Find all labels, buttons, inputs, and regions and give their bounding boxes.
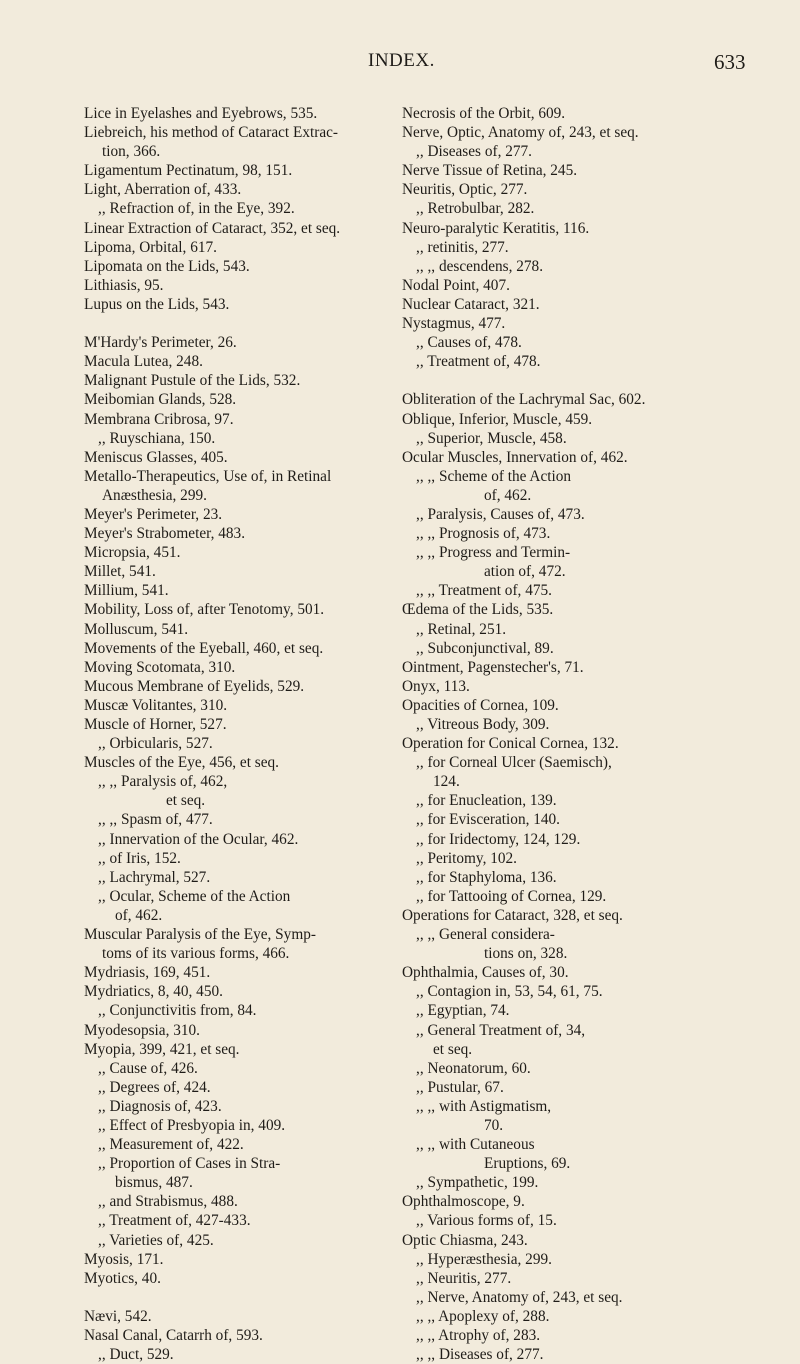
index-entry: Myotics, 40. <box>84 1269 161 1287</box>
page-header <box>0 50 800 80</box>
index-entry: Nerve, Optic, Anatomy of, 243, et seq. <box>402 124 639 142</box>
index-entry: ,, for Tattooing of Cornea, 129. <box>416 887 607 905</box>
index-entry: Membrana Cribrosa, 97. <box>84 410 234 428</box>
index-entry: ,, ,, Prognosis of, 473. <box>416 525 551 543</box>
index-entry: ,, Neuritis, 277. <box>416 1269 512 1287</box>
index-entry: ,, for Iridectomy, 124, 129. <box>416 830 581 848</box>
index-entry: ,, for Evisceration, 140. <box>416 811 561 829</box>
index-entry: ,, for Corneal Ulcer (Saemisch), <box>416 754 612 772</box>
index-entry: ,, Varieties of, 425. <box>98 1231 214 1249</box>
index-entry: Nerve Tissue of Retina, 245. <box>402 162 578 180</box>
index-entry: ,, Effect of Presbyopia in, 409. <box>98 1116 286 1134</box>
index-entry: Meyer's Strabometer, 483. <box>84 525 246 543</box>
index-entry: ,, for Staphyloma, 136. <box>416 868 557 886</box>
index-entry: of, 462. <box>115 906 163 924</box>
index-entry: Myosis, 171. <box>84 1250 164 1268</box>
index-entry: 124. <box>433 773 460 791</box>
index-entry: ,, Lachrymal, 527. <box>98 868 211 886</box>
index-entry: Ligamentum Pectinatum, 98, 151. <box>84 162 293 180</box>
index-entry: ,, Treatment of, 478. <box>416 353 541 371</box>
index-entry: Necrosis of the Orbit, 609. <box>402 105 566 122</box>
index-entry: Moving Scotomata, 310. <box>84 658 236 676</box>
index-entry: Onyx, 113. <box>402 677 470 695</box>
index-entry: ,, Ocular, Scheme of the Action <box>98 887 291 905</box>
index-entry: ,, Treatment of, 427-433. <box>98 1212 251 1230</box>
index-entry: Neuro-paralytic Keratitis, 116. <box>402 219 590 237</box>
index-entry: Linear Extraction of Cataract, 352, et seq. <box>84 219 341 237</box>
index-entry: ,, Retinal, 251. <box>416 620 507 638</box>
index-entry: ,, Neonatorum, 60. <box>416 1059 531 1077</box>
index-entry: ,, Various forms of, 15. <box>416 1212 557 1230</box>
index-entry: Mydriatics, 8, 40, 450. <box>84 983 223 1001</box>
index-entry: Liebreich, his method of Cataract Extrac- <box>84 124 338 142</box>
index-entry: Ocular Muscles, Innervation of, 462. <box>402 448 628 466</box>
index-entry: Millet, 541. <box>84 563 156 581</box>
index-entry: et seq. <box>166 792 206 810</box>
index-entry: ,, ,, Treatment of, 475. <box>416 582 552 600</box>
section-gap <box>84 1288 390 1307</box>
index-entry: ,, Conjunctivitis from, 84. <box>98 1002 257 1020</box>
index-entry: ,, Paralysis, Causes of, 473. <box>416 505 585 523</box>
index-entry: tions on, 328. <box>484 945 568 963</box>
index-entry: Obliteration of the Lachrymal Sac, 602. <box>402 391 646 409</box>
index-entry: ,, ,, General considera- <box>416 926 555 944</box>
index-entry: ,, Diseases of, 277. <box>416 143 532 161</box>
index-entry: Nuclear Cataract, 321. <box>402 295 540 313</box>
index-entry: Mydriasis, 169, 451. <box>84 964 211 982</box>
index-entry: ,, ,, with Astigmatism, <box>416 1097 552 1115</box>
index-entry: ,, Refraction of, in the Eye, 392. <box>98 200 295 218</box>
index-entry: Opacities of Cornea, 109. <box>402 696 559 714</box>
index-entry: Meyer's Perimeter, 23. <box>84 505 223 523</box>
page-number: 633 <box>714 50 746 74</box>
index-entry: ,, Innervation of the Ocular, 462. <box>98 830 299 848</box>
index-entry: ,, Measurement of, 422. <box>98 1136 244 1154</box>
index-entry: Ointment, Pagenstecher's, 71. <box>402 658 584 676</box>
index-entry: Mucous Membrane of Eyelids, 529. <box>84 677 305 695</box>
index-entry: ,, Egyptian, 74. <box>416 1002 510 1020</box>
index-entry: Muscles of the Eye, 456, et seq. <box>84 754 279 772</box>
index-entry: ,, Superior, Muscle, 458. <box>416 429 567 447</box>
index-entry: ,, ,, Progress and Termin- <box>416 544 571 562</box>
index-entry: Nævi, 542. <box>84 1307 152 1325</box>
index-entry: Lupus on the Lids, 543. <box>84 295 230 313</box>
index-entry: ,, ,, Atrophy of, 283. <box>416 1327 541 1344</box>
index-entry: Lipoma, Orbital, 617. <box>84 238 217 256</box>
index-entry: Anæsthesia, 299. <box>102 486 207 504</box>
index-entry: Meniscus Glasses, 405. <box>84 448 228 466</box>
index-entry: Neuritis, Optic, 277. <box>402 181 528 199</box>
index-entry: ation of, 472. <box>484 563 566 581</box>
index-entry: ,, Sympathetic, 199. <box>416 1174 539 1192</box>
section-gap <box>84 314 390 333</box>
index-entry: ,, Peritomy, 102. <box>416 849 517 867</box>
index-entry: ,, ,, Paralysis of, 462, <box>98 773 228 791</box>
index-entry: Nystagmus, 477. <box>402 315 506 333</box>
index-entry: Lipomata on the Lids, 543. <box>84 257 250 275</box>
index-entry: Light, Aberration of, 433. <box>84 181 242 199</box>
index-entry: ,, retinitis, 277. <box>416 238 509 256</box>
running-title: INDEX. <box>368 50 435 71</box>
index-entry: ,, Pustular, 67. <box>416 1078 504 1096</box>
index-entry: Molluscum, 541. <box>84 620 189 638</box>
index-entry: M'Hardy's Perimeter, 26. <box>84 334 237 352</box>
index-entry: ,, General Treatment of, 34, <box>416 1021 586 1039</box>
index-entry: ,, Subconjunctival, 89. <box>416 639 554 657</box>
index-entry: Malignant Pustule of the Lids, 532. <box>84 372 301 390</box>
section-gap <box>402 371 720 390</box>
index-entry: 70. <box>484 1116 504 1134</box>
index-entry: Myopia, 399, 421, et seq. <box>84 1040 240 1058</box>
index-entry: et seq. <box>433 1040 473 1058</box>
index-entry: ,, of Iris, 152. <box>98 849 181 867</box>
index-entry: ,, Retrobulbar, 282. <box>416 200 535 218</box>
index-entry: Eruptions, 69. <box>484 1155 571 1173</box>
index-entry: ,, Diagnosis of, 423. <box>98 1097 222 1115</box>
index-entry: of, 462. <box>484 486 532 504</box>
index-entry: Ophthalmia, Causes of, 30. <box>402 964 569 982</box>
index-entry: tion, 366. <box>102 143 161 161</box>
index-entry: ,, Proportion of Cases in Stra- <box>98 1155 281 1173</box>
index-entry: ,, Causes of, 478. <box>416 334 522 352</box>
index-entry: Oblique, Inferior, Muscle, 459. <box>402 410 593 428</box>
index-entry: Optic Chiasma, 243. <box>402 1231 528 1249</box>
index-column-right <box>402 104 720 1364</box>
index-entry: bismus, 487. <box>115 1174 193 1192</box>
index-entry: Nasal Canal, Catarrh of, 593. <box>84 1327 263 1344</box>
index-entry: Metallo-Therapeutics, Use of, in Retinal <box>84 467 332 485</box>
index-entry: Micropsia, 451. <box>84 544 181 562</box>
index-entry: Myodesopsia, 310. <box>84 1021 200 1039</box>
index-entry: ,, ,, Apoplexy of, 288. <box>416 1307 550 1325</box>
index-entry: ,, Nerve, Anatomy of, 243, et seq. <box>416 1288 623 1306</box>
index-entry: ,, Hyperæsthesia, 299. <box>416 1250 552 1268</box>
index-entry: Muscle of Horner, 527. <box>84 716 227 733</box>
index-entry: ,, ,, with Cutaneous <box>416 1136 535 1154</box>
index-entry: ,, Contagion in, 53, 54, 61, 75. <box>416 983 603 1001</box>
index-entry: ,, for Enucleation, 139. <box>416 792 557 810</box>
index-entry: ,, Ruyschiana, 150. <box>98 429 216 447</box>
index-column-left <box>84 104 390 1364</box>
index-entry: Lithiasis, 95. <box>84 276 164 294</box>
index-entry: Muscular Paralysis of the Eye, Symp- <box>84 926 316 944</box>
index-entry: Movements of the Eyeball, 460, et seq. <box>84 639 324 657</box>
index-entry: Ophthalmoscope, 9. <box>402 1193 525 1211</box>
index-entry: Millium, 541. <box>84 582 169 600</box>
index-entry: ,, and Strabismus, 488. <box>98 1193 238 1211</box>
index-entry: toms of its various forms, 466. <box>102 945 290 963</box>
index-entry: ,, Orbicularis, 527. <box>98 735 213 753</box>
index-entry: Meibomian Glands, 528. <box>84 391 237 409</box>
index-entry: ,, Degrees of, 424. <box>98 1078 211 1096</box>
index-entry: Muscæ Volitantes, 310. <box>84 696 228 714</box>
index-entry: Mobility, Loss of, after Tenotomy, 501. <box>84 601 325 619</box>
index-entry: ,, ,, Scheme of the Action <box>416 467 572 485</box>
index-entry: ,, ,, Spasm of, 477. <box>98 811 213 829</box>
index-entry: Lice in Eyelashes and Eyebrows, 535. <box>84 105 318 122</box>
index-entry: Macula Lutea, 248. <box>84 353 203 371</box>
index-entry: Operation for Conical Cornea, 132. <box>402 735 619 753</box>
index-entry: Nodal Point, 407. <box>402 276 510 294</box>
index-entry: Operations for Cataract, 328, et seq. <box>402 906 623 924</box>
index-entry: ,, Vitreous Body, 309. <box>416 716 550 733</box>
index-entry: Œdema of the Lids, 535. <box>402 601 554 619</box>
index-entry: ,, ,, Diseases of, 277. <box>416 1346 544 1364</box>
index-entry: ,, ,, descendens, 278. <box>416 257 544 275</box>
index-entry: ,, Duct, 529. <box>98 1346 174 1364</box>
index-entry: ,, Cause of, 426. <box>98 1059 198 1077</box>
